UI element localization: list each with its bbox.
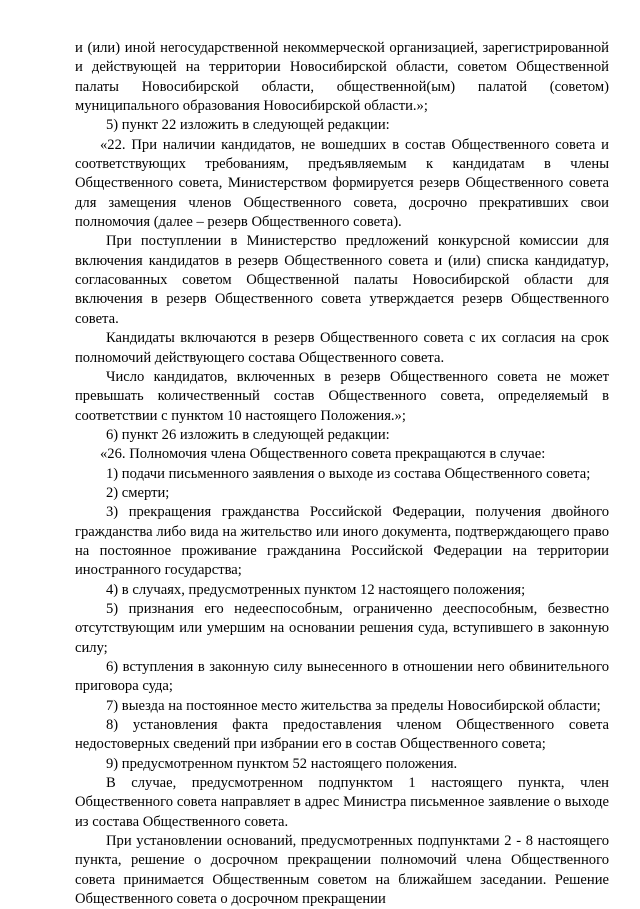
list-item: 4) в случаях, предусмотренных пунктом 12 настоящего положения; — [106, 581, 526, 598]
paragraph: 6) пункт 26 изложить в следующей редакции: — [106, 426, 390, 443]
document-page — [75, 39, 609, 909]
list-item: 7) выезда на постоянное место жительства за пределы Новосибирской области; — [106, 697, 601, 714]
paragraph: 5) пункт 22 изложить в следующей редакции: — [106, 117, 390, 134]
list-item: 5) признания его недееспособным, ограниченно дееспособным, безвестно отсутствующим или умершим на основании решения суда, вступившего в законную силу; — [75, 600, 609, 656]
list-item: 6) вступления в законную силу вынесенного в отношении него обвинительного приговора суда; — [75, 659, 609, 695]
list-item: 1) подачи письменного заявления о выходе из состава Общественного совета; — [106, 465, 591, 482]
list-item: 3) прекращения гражданства Российской Федерации, получения двойного гражданства либо вида на жительство или иного документа, подтверждающего право на постоянное проживание гражданина Российской Федерации на территории иностранного государства; — [75, 504, 609, 579]
paragraph: «26. Полномочия члена Общественного совета прекращаются в случае: — [100, 446, 546, 463]
paragraph: В случае, предусмотренном подпунктом 1 настоящего пункта, член Общественного совета направляет в адрес Министра письменное заявление о выходе из состава Общественного совета. — [75, 775, 609, 830]
paragraph: «22. При наличии кандидатов, не вошедших в состав Общественного совета и соответствующих требованиям, предъявляемым к кандидатам в члены Общественного совета, Министерством формируется резерв Общественного совета для замещения членов Общественного совета, досрочно прекративших свои полномочия (далее – резерв Общественного совета). — [75, 136, 609, 231]
list-item: 9) предусмотренном пунктом 52 настоящего положения. — [106, 755, 458, 772]
paragraph: При поступлении в Министерство предложений конкурсной комиссии для включения кандидатов в резерв Общественного совета и (или) списка кандидатур, согласованных советом Общественной палаты Новосибирской области для включения в резерв Общественного совета утверждается резерв Общественного совета. — [75, 233, 609, 327]
list-item: 2) смерти; — [106, 484, 170, 501]
paragraph: и (или) иной негосударственной некоммерческой организацией, зарегистрированной и действующей на территории Новосибирской области, советом Общественной палаты Новосибирской области, общественной(ым) палатой (советом) муниципального образования Новосибирской области.»; — [75, 40, 609, 115]
paragraph: Число кандидатов, включенных в резерв Общественного совета не может превышать количественный состав Общественного совета, определяемый в соответствии с пунктом 10 настоящего Положения.»; — [75, 368, 609, 424]
list-item: 8) установления факта предоставления членом Общественного совета недостоверных сведений при избрании его в состав Общественного совета; — [75, 717, 609, 753]
paragraph: При установлении оснований, предусмотренных подпунктами 2 - 8 настоящего пункта, решение о досрочном прекращении полномочий члена Общественного совета принимается Общественным советом на ближайшем заседании. Решение Общественного совета о досрочном прекращении — [75, 833, 609, 908]
paragraph: Кандидаты включаются в резерв Общественного совета с их согласия на срок полномочий действующего состава Общественного совета. — [75, 330, 609, 366]
